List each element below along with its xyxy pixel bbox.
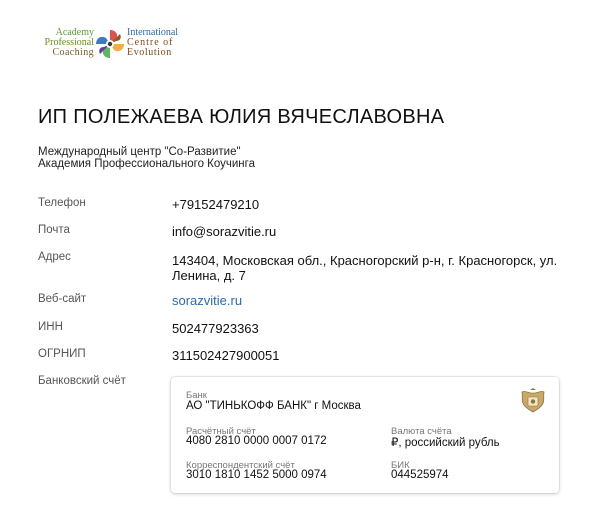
account-value: 4080 2810 0000 0007 0172 — [186, 435, 327, 447]
website-link[interactable]: sorazvitie.ru — [172, 293, 243, 308]
logo-line: Professional — [44, 37, 94, 48]
company-logo — [38, 28, 188, 62]
currency-value: ₽, российский рубль — [391, 437, 500, 449]
ogrnip-label: ОГРНИП — [38, 348, 86, 360]
inn-label: ИНН — [38, 321, 63, 333]
bank-account-label: Банковский счёт — [38, 375, 126, 387]
phone-value[interactable]: +79152479210 — [172, 197, 260, 212]
bik-label: БИК — [391, 460, 410, 471]
logo-text-right — [127, 28, 191, 58]
correspondent-account-value: 3010 1810 1452 5000 0974 — [186, 469, 327, 481]
phone-label: Телефон — [38, 197, 86, 209]
logo-line: Evolution — [127, 47, 172, 58]
bik-value: 044525974 — [391, 469, 449, 481]
correspondent-account-label: Корреспондентский счёт — [186, 460, 295, 471]
currency-label: Валюта счёта — [391, 426, 452, 437]
logo-line: Coaching — [52, 47, 94, 58]
bank-label: Банк — [186, 390, 207, 401]
bank-account-card — [171, 377, 559, 493]
logo-text-left — [38, 28, 94, 58]
logo-line: Centre of — [127, 37, 174, 48]
organization-subtitle — [38, 146, 255, 170]
website-label: Веб-сайт — [38, 293, 87, 305]
address-label: Адрес — [38, 251, 71, 263]
ogrnip-value: 311502427900051 — [172, 348, 280, 363]
bank-name: АО "ТИНЬКОФФ БАНК" г Москва — [186, 400, 361, 412]
logo-emblem-icon — [94, 28, 126, 60]
inn-value: 502477923363 — [172, 321, 259, 336]
email-label: Почта — [38, 224, 70, 236]
page-title: ИП ПОЛЕЖАЕВА ЮЛИЯ ВЯЧЕСЛАВОВНА — [38, 106, 445, 128]
subtitle-line-2: Академия Профессионального Коучинга — [38, 158, 255, 170]
subtitle-line-1: Международный центр "Со-Развитие" — [38, 146, 241, 158]
email-value[interactable]: info@sorazvitie.ru — [172, 224, 277, 239]
bank-emblem-icon — [518, 388, 548, 414]
logo-line: Academy — [55, 27, 94, 38]
address-value: 143404, Московская обл., Красногорский р-н, г. Красногорск, ул. Ленина, д. 7 — [172, 253, 558, 283]
account-label: Расчётный счёт — [186, 426, 256, 437]
logo-line: International — [127, 27, 179, 38]
